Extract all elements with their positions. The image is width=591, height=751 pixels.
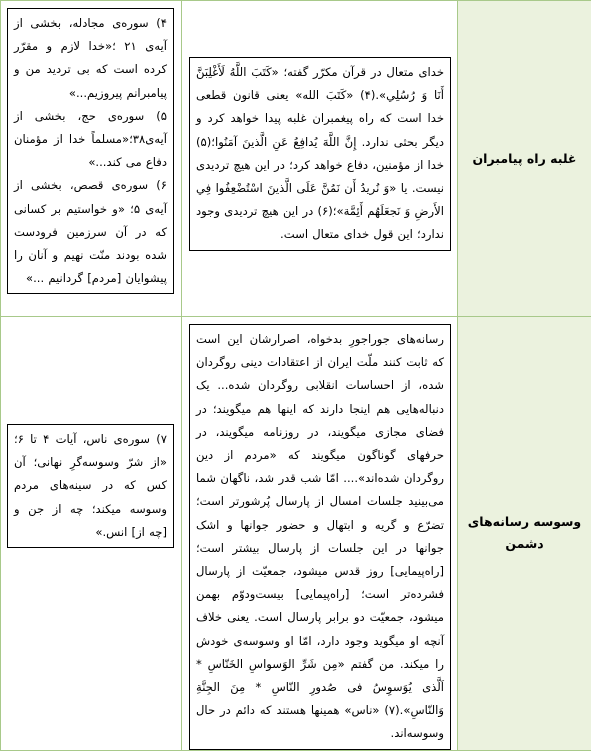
references-cell: [1, 1, 182, 317]
table-row: [1, 317, 591, 751]
table-row: [1, 1, 591, 317]
topic-label: وسوسه رسانه‌های دشمن: [468, 514, 581, 551]
reference-note: ۶) سوره‌ی قصص، بخشی از آیه‌ی ۵؛ «و خواستیم بر کسانی که در آن سرزمین فرودست شده بودند منّت نهیم و آنان را پیشوایان [مردم] گردانیم ...»: [14, 174, 167, 290]
references-cell: [1, 317, 182, 751]
reference-note: ۷) سوره‌ی ناس، آیات ۴ تا ۶؛ «از شرّ وسوسه‌گرِ نهانی؛ آن کس که در سینه‌های مردم وسوسه میکند؛ چه از جن و [چه از] انس.»: [14, 428, 167, 544]
topic-cell: [458, 317, 591, 751]
body-text: رسانه‌های جوراجورِ بدخواه، اصرارشان این است که ثابت کنند ملّت ایران از اعتقادات دینی روگردان شده، از احساسات انقلابی روگردان شده... یک دنباله‌هایی هم اینجا دارند که اینها هم میگویند؛ در فضای مجازی میگویند، در روزنامه میگویند، در حرفهای گوناگون میگویند که «مردم از دین روگردان شده‌اند».... امّا شب قدر شد، ناگهان شما می‌بینید جلسات امسال از پارسال پُرشورتر است؛ تضرّع و گریه و ابتهال و حضور جوانها و اشک جوانها در این جلسات از پارسال بیشتر است؛ [راه‌پیمایی] روز قدس میشود، جمعیّت از پارسال فشرده‌تر است؛ [راه‌پیمایی] بیست‌ودوّم بهمن میشود، جمعیّت دو برابر پارسال است. یعنی خلاف آنچه او میگوید وجود دارد، امّا او وسوسه‌ی خودش را میکند. من گفتم «مِن شَرِّ الوَسواسِ الخَنّاسِ * اَلَّذی یُوَسوِسُ فی صُدورِ النّاسِ * مِنَ الجِنَّةِ وَالنّاسِ».(۷) «ناس» همینها هستند که دائم در حال وسوسه‌اند.: [189, 324, 451, 750]
references-box: [7, 8, 174, 294]
body-cell: [182, 1, 458, 317]
topic-cell: [458, 1, 591, 317]
reference-note: ۵) سوره‌ی حج، بخشی از آیه‌ی۳۸؛«مسلماً خدا از مؤمنان دفاع می کند...»: [14, 105, 167, 175]
topic-label: غلبه راه پیامبران: [473, 151, 577, 166]
references-box: [7, 424, 174, 548]
body-text: خدای متعال در قرآن مکرّر گفته؛ «كَتَبَ اللَّهُ لَأَغْلِبَنَّ أَنَا وَ رُسُلِي».(۴) «كَتَبَ الله» یعنی قانون قطعی خدا است که راه پیغمبران غلبه پیدا خواهد کرد و دیگر بحثی ندارد. إِنَّ اللَّهَ يُدافِعُ عَنِ الَّذينَ آمَنُوا؛(۵) خدا از مؤمنین، دفاع خواهد کرد؛ در این هیچ تردیدی نیست. یا «وَ نُريدُ أَن نَمُنَّ عَلَى الَّذينَ اسْتُضْعِفُوا فِي الأَرضِ وَ نَجعَلَهُم أَئِمَّة»؛(۶) در این هیچ تردیدی وجود ندارد؛ این قول خدای متعال است.: [189, 57, 451, 251]
reference-note: ۴) سوره‌ی مجادله، بخشی از آیه‌ی ۲۱ ؛«خدا لازم و مقرّر کرده است که بی تردید من و پیامبرانم پیروزیم...»: [14, 12, 167, 105]
body-cell: [182, 317, 458, 751]
